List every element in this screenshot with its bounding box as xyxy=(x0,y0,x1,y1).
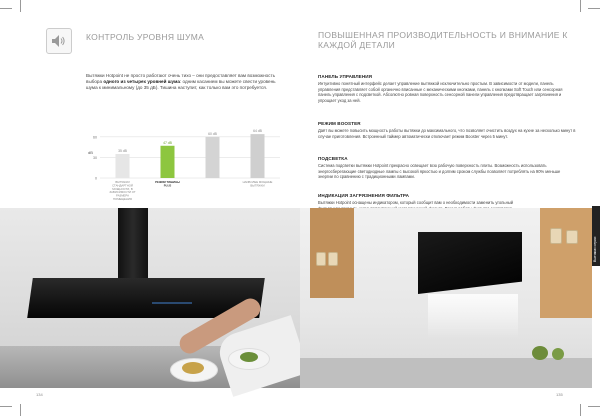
y-tick-label: 0 xyxy=(95,176,97,181)
wooden-shelf xyxy=(540,208,592,318)
left-page-title: КОНТРОЛЬ УРОВНЯ ШУМА xyxy=(86,32,205,42)
crop-mark xyxy=(0,406,12,407)
chart-bar xyxy=(116,154,130,178)
side-tab xyxy=(592,206,600,266)
bar-value-label: 60 dB xyxy=(208,131,217,136)
section-heading: ПАНЕЛЬ УПРАВЛЕНИЯ xyxy=(318,74,373,79)
bar-value-label: 47 dB xyxy=(163,140,172,145)
side-tab-label: Вытяжки серии xyxy=(593,236,597,262)
food xyxy=(182,362,204,374)
kitchen-wall-hood-photo xyxy=(300,208,592,388)
category-label: РЕЖИМ ТИШИНЫ PLUS xyxy=(155,180,180,188)
jar xyxy=(550,228,562,244)
bar-value-label: 64 dB xyxy=(253,129,262,134)
crop-mark xyxy=(580,404,581,416)
noise-level-chart xyxy=(86,118,286,208)
crop-mark xyxy=(588,406,600,407)
wall-hood xyxy=(418,232,522,294)
hood-light xyxy=(428,294,518,338)
y-axis-label: dB xyxy=(88,150,93,155)
crop-mark xyxy=(580,0,581,12)
crop-mark xyxy=(0,8,12,9)
jar xyxy=(566,230,578,244)
page-number: 135 xyxy=(556,392,563,397)
plant xyxy=(532,346,548,360)
section-heading: РЕЖИМ BOOSTER xyxy=(318,121,361,126)
intro-text-part: Вытяжки Hotpoint не просто работают очень тихо – они предоставляет вам возможность выбора xyxy=(86,73,275,85)
crop-mark xyxy=(20,0,21,12)
crop-mark xyxy=(20,404,21,416)
category-label: НАИБОЛЕЕ МОЩНЫЕ ВЫТЯЖКИ xyxy=(242,180,273,188)
crop-mark xyxy=(588,8,600,9)
category-label: ВЫТЯЖКИ СТАНДАРТНОЙ МОЩНОСТИ, В ЗАВИСИМОСТИ ОТ РАЗМЕРА ПОМЕЩЕНИЯ xyxy=(109,180,136,201)
jar xyxy=(316,252,326,266)
section-heading: ПОДСВЕТКА xyxy=(318,156,348,161)
jar xyxy=(328,252,338,266)
plant xyxy=(552,348,564,360)
section-body: Система подсветки вытяжки Hotpoint прекрасно освещает всю рабочую поверхность плиты. Возможность использовать энергосберегающие светодиодные лампы с высокой яркостью и долгим сроком службы позволяет потреблять на 90% меньше энергии по сравнению с традиционными лампами. xyxy=(318,163,561,180)
hood-control-strip xyxy=(152,302,192,304)
food xyxy=(240,352,258,362)
right-page xyxy=(300,0,600,416)
section-body: Интуитивно понятный интерфейс делает управление вытяжкой исключительно простым. В зависимости от модели, панель управления представляет собой органично вписанные с механическими кнопками, панель с кнопками Soft Touch или сенсорная панель управления с подсветкой. Абсолютно ровная поверхность сенсорной панели управления предотвращает загрязнения и упрощает уход за ней. xyxy=(318,81,563,103)
section-heading: ИНДИКАЦИЯ ЗАГРЯЗНЕНИЯ ФИЛЬТРА xyxy=(318,193,410,198)
kitchen-hood-photo xyxy=(0,208,300,388)
page-number: 134 xyxy=(36,392,43,397)
y-tick-label: 60 xyxy=(93,135,97,140)
y-tick-label: 30 xyxy=(93,155,97,160)
bar-value-label: 35 dB xyxy=(118,149,127,153)
countertop xyxy=(300,358,592,388)
chart-bar xyxy=(161,146,175,178)
section-body: Даёт вы можете повысить мощность работы вытяжки до максимального, что позволяет очистить воздух на кухне за несколько минут в случае приготовления. Встроенный таймер автоматически отключает режим Booster через 5 минут. xyxy=(318,128,576,139)
intro-text-bold: одного из четырех уровней шума xyxy=(103,79,180,85)
sound-icon-box xyxy=(46,28,72,54)
intro-text-part: : одним касанием вы можете свести уровень шума к минимальному (до 35 дБ). Тишина наступит, как только вам это потребуется. xyxy=(86,79,276,91)
hood-chimney xyxy=(118,208,148,280)
chart-bar xyxy=(206,137,220,178)
speaker-icon xyxy=(51,34,67,48)
section-body: Вытяжки Hotpoint оснащены индикатором, который сообщит вам о необходимости заменить угольный xyxy=(318,200,514,205)
intro-text xyxy=(86,73,276,92)
chart-bar xyxy=(251,134,265,178)
right-page-title: ПОВЫШЕННАЯ ПРОИЗВОДИТЕЛЬНОСТЬ И ВНИМАНИЕ К КАЖДОЙ ДЕТАЛИ xyxy=(318,30,568,50)
